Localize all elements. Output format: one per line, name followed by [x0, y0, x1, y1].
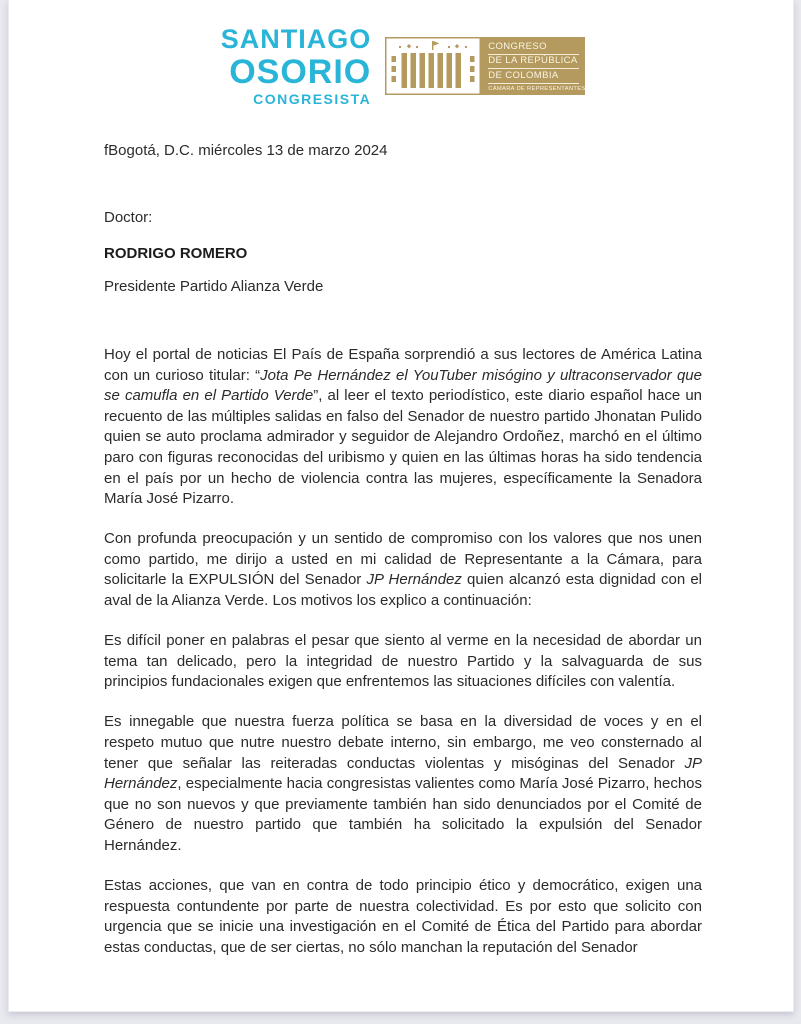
letter-content — [9, 26, 793, 958]
brand-first-name: SANTIAGO — [220, 24, 372, 54]
letter-paragraph — [104, 631, 702, 693]
paragraph-run: Jota Pe Hernández el YouTuber misógino y ultraconservador que se camufla en el Partido Verde — [104, 366, 702, 405]
congress-line-2: DE LA REPÚBLICA — [488, 55, 579, 70]
letter-paragraph — [104, 876, 702, 958]
paragraph-run: , especialmente hacia congresistas valientes como María José Pizarro, hechos que no son nuevos y que previamente también han sido denunciados por el Comité de Género de nuestro partido que también ha solicitado la expulsión del Senador Hernández. — [104, 775, 702, 854]
brand-role: CONGRESISTA — [253, 91, 372, 107]
date-line: fBogotá, D.C. miércoles 13 de marzo 2024 — [104, 142, 388, 159]
letter-page — [8, 0, 794, 1012]
paragraph-run: Es difícil poner en palabras el pesar que siento al verme en la necesidad de abordar un tema tan delicado, pero la integridad de nuestro Partido y la salvaguarda de sus principios fundacionales exigen que enfrentemos las situaciones difíciles con valentía. — [104, 632, 702, 691]
letter-paragraph — [104, 529, 702, 611]
paragraph-run: Con profunda preocupación y un sentido de compromiso con los valores que nos unen como partido, me dirijo a usted en mi calidad de Representante a la Cámara, para solicitarle la EXPULSIÓN del Senador — [104, 530, 702, 589]
paragraph-run: Es innegable que nuestra fuerza política se basa en la diversidad de voces y en el respeto mutuo que nutre nuestro debate interno, sin embargo, me veo consternado al tener que señalar las reiteradas conductas violentas y misóginas del Senador — [104, 713, 702, 772]
capitol-columns-icon — [385, 37, 481, 95]
congress-logo-text — [481, 37, 585, 95]
letter-paragraph — [104, 712, 702, 856]
paragraph-run: JP Hernández — [104, 754, 702, 793]
recipient-name: RODRIGO ROMERO — [104, 245, 248, 262]
congress-line-4: CÁMARA DE REPRESENTANTES — [488, 85, 586, 92]
paragraph-run: ”, al leer el texto periodístico, este diario español hace un recuento de las múltiples salidas en falso del Senador de nuestro partido Jhonatan Pulido quien se auto proclama admirador y seguidor de Alejandro Ordoñez, marchó en el último paro con figuras reconocidas del uribismo y quien en las últimas horas ha sido tendencia en el país por un hecho de violencia contra las mujeres, específicamente la Senadora María José Pizarro. — [104, 387, 703, 508]
brand-last-name: OSORIO — [229, 53, 372, 91]
paragraph-run: Estas acciones, que van en contra de todo principio ético y democrático, exigen una respuesta contundente por parte de nuestra colectividad. Es por esto que solicito con urgencia que se inicie una investigación en el Comité de Ética del Partido para abordar estas conductas, que de ser ciertas, no sólo manchan la reputación del Senador — [104, 877, 702, 956]
paragraph-run: Hoy el portal de noticias El País de España sorprendió a sus lectores de América Latina con un curioso titular: “ — [104, 346, 702, 384]
salutation: Doctor: — [104, 209, 153, 226]
congress-logo — [385, 37, 585, 95]
letterhead — [104, 26, 702, 106]
recipient-title: Presidente Partido Alianza Verde — [104, 278, 324, 295]
paragraph-run: JP Hernández — [366, 571, 462, 589]
letter-body — [104, 345, 702, 958]
letter-paragraph — [104, 345, 702, 510]
paragraph-run: quien alcanzó esta dignidad con el aval de la Alianza Verde. Los motivos los explico a continuación: — [104, 571, 703, 610]
congress-line-1: CONGRESO — [488, 40, 579, 55]
santiago-osorio-logo — [221, 26, 372, 106]
congress-line-3: DE COLOMBIA — [488, 69, 579, 84]
